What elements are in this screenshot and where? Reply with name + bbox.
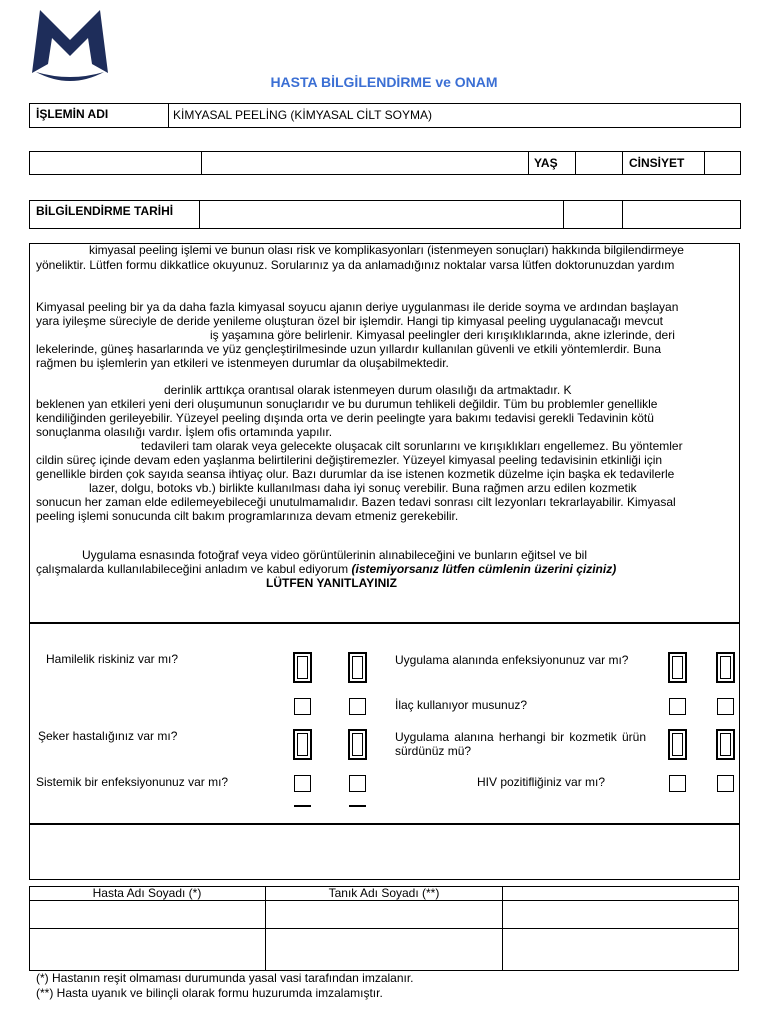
systemic-infection-no-checkbox[interactable] bbox=[349, 775, 366, 792]
patient-name-cell[interactable] bbox=[30, 901, 265, 928]
page-title: HASTA BİLGİLENDİRME ve ONAM bbox=[270, 74, 498, 90]
site-infection-yes-checkbox[interactable] bbox=[668, 652, 687, 683]
pregnancy-no-checkbox[interactable] bbox=[348, 652, 367, 683]
question-cosmetic-product: Uygulama alanına herhangi bir kozmetik ürün sürdünüz mü? bbox=[395, 730, 646, 758]
p2-line-2: beklenen yan etkileri yeni deri oluşumunun sonuçlarıdır ve bu durumun tehlikeli değildir. Tüm bu problemler genellikle bbox=[36, 397, 658, 411]
patient-signature-cell[interactable] bbox=[30, 929, 265, 970]
question-diabetes: Şeker hastalığınız var mı? bbox=[38, 729, 178, 743]
photo-consent-text: çalışmalarda kullanılabileceğini anladım ve kabul ediyorum bbox=[36, 562, 352, 576]
p2-line-3: kendiliğinden gerileyebilir. Yüzeyel peeling dışında orta ve derin peelingte yara bakımı tedavisi gerekli Tedavinin kötü bbox=[36, 411, 654, 425]
site-infection-no-checkbox[interactable] bbox=[716, 652, 735, 683]
p2-line-8: lazer, dolgu, botoks vb.) birlikte kullanılması daha iyi sonuç verebilir. Buna rağmen arzu edilen kozmetik bbox=[89, 481, 637, 495]
p1-line-5: rağmen bu işlemlerin yan etkileri ve istenmeyen durumlar da oluşabilmektedir. bbox=[36, 356, 449, 370]
intro-line-1: kimyasal peeling işlemi ve bunun olası risk ve komplikasyonları (istenmeyen sonuçları) hakkında bilgilendirmeye bbox=[89, 243, 684, 257]
p2-line-5: tedavileri tam olarak veya gelecekte oluşacak cilt sorunlarını ve kırışıklıkları engellemez. Bu yöntemler bbox=[141, 439, 683, 453]
question-medication: İlaç kullanıyor musunuz? bbox=[395, 698, 528, 712]
p2-line-4: sonuçlanma olasılığı vardır. İşlem ofis ortamında yapılır. bbox=[36, 425, 333, 439]
p2-line-9: sonucun her zaman elde edilemeyebileceği unutulmamalıdır. Bazen tedavi sonrası cilt lezyonları tekrarlayabilir. Kimyasal bbox=[36, 495, 676, 509]
p1-line-2: yara iyileşme süreciyle de deride yenileme oluşturan özel bir işlemdir. Hangi tip kimyasal peeling uygulanacağı mevcut bbox=[36, 314, 663, 328]
cosmetic-product-yes-checkbox[interactable] bbox=[668, 729, 687, 760]
medication-yes-checkbox[interactable] bbox=[669, 698, 686, 715]
p1-line-4: lekelerinde, güneş hasarlarında ve yüz gençleştirilmesinde uzun yıllardır kullanılan güvenli ve etkili yöntemlerdir. Buna bbox=[36, 342, 662, 356]
row2-left-yes-checkbox[interactable] bbox=[294, 698, 311, 715]
patient-name-field[interactable] bbox=[202, 152, 528, 174]
cosmetic-product-no-checkbox[interactable] bbox=[716, 729, 735, 760]
p2-line-1: derinlik arttıkça orantısal olarak istenmeyen durum olasılığı da artmaktadır. K bbox=[164, 383, 572, 397]
photo-consent-line-1: Uygulama esnasında fotoğraf veya video görüntülerinin alınabileceğini ve bunların eğitsel ve bil bbox=[82, 548, 587, 562]
p1-line-3: iş yaşamına göre belirlenir. Kimyasal peelingler deri kırışıklıklarında, akne izlerinde, deri bbox=[210, 328, 675, 342]
witness-signature-cell[interactable] bbox=[266, 929, 502, 970]
gender-field[interactable] bbox=[705, 152, 740, 174]
gender-label: CİNSİYET bbox=[629, 156, 685, 170]
medication-no-checkbox[interactable] bbox=[717, 698, 734, 715]
witness-name-header: Tanık Adı Soyadı (**) bbox=[328, 886, 440, 900]
hiv-no-checkbox[interactable] bbox=[717, 775, 734, 792]
p1-line-1: Kimyasal peeling bir ya da daha fazla kimyasal soyucu ajanın deriye uygulanması ile deride soyma ve ardından başlayan bbox=[36, 300, 679, 314]
third-signature-cell[interactable] bbox=[503, 929, 738, 970]
age-label: YAŞ bbox=[534, 156, 558, 170]
intro-line-2: yöneliktir. Lütfen formu dikkatlice okuyunuz. Sorularınız ya da anlamadığınız noktalar varsa lütfen doktorunuzdan yardım bbox=[36, 258, 675, 272]
row2-left-no-checkbox[interactable] bbox=[349, 698, 366, 715]
question-site-infection: Uygulama alanında enfeksiyonunuz var mı? bbox=[395, 653, 629, 667]
diabetes-yes-checkbox[interactable] bbox=[293, 729, 312, 760]
p2-line-7: genellikle birden çok sayıda seansa ihtiyaç olur. Bazı durumlar da ise istenen kozmetik düzelme için başka ek tedavilerle bbox=[36, 467, 675, 481]
photo-consent-line-2 bbox=[36, 563, 616, 577]
question-systemic-infection: Sistemik bir enfeksiyonunuz var mı? bbox=[36, 775, 229, 789]
patient-name-header: Hasta Adı Soyadı (*) bbox=[92, 886, 202, 900]
diabetes-no-checkbox[interactable] bbox=[348, 729, 367, 760]
witness-name-cell[interactable] bbox=[266, 901, 502, 928]
photo-consent-note: (istemiyorsanız lütfen cümlenin üzerini çiziniz) bbox=[351, 562, 617, 576]
hiv-yes-checkbox[interactable] bbox=[669, 775, 686, 792]
p2-line-10: peeling işlemi sonucunda cilt bakım programlarınıza devam etmeniz gerekebilir. bbox=[36, 509, 459, 523]
footnote-2: (**) Hasta uyanık ve bilinçli olarak formu huzurumda imzalamıştır. bbox=[36, 986, 383, 1000]
answer-prompt: LÜTFEN YANITLAYINIZ bbox=[266, 576, 397, 590]
procedure-label: İŞLEMİN ADI bbox=[36, 107, 109, 121]
question-hiv: HIV pozitifliğiniz var mı? bbox=[477, 775, 606, 789]
footnote-1: (*) Hastanın reşit olmaması durumunda yasal vasi tarafından imzalanır. bbox=[36, 971, 414, 985]
systemic-infection-yes-checkbox[interactable] bbox=[294, 775, 311, 792]
info-date-field[interactable] bbox=[200, 201, 563, 228]
question-pregnancy: Hamilelik riskiniz var mı? bbox=[46, 652, 179, 666]
age-field[interactable] bbox=[576, 152, 622, 174]
third-name-cell[interactable] bbox=[503, 901, 738, 928]
notes-box[interactable] bbox=[29, 824, 740, 880]
procedure-value: KİMYASAL PEELİNG (KİMYASAL CİLT SOYMA) bbox=[173, 108, 432, 122]
info-date-label: BİLGİLENDİRME TARİHİ bbox=[36, 204, 174, 218]
pregnancy-yes-checkbox[interactable] bbox=[293, 652, 312, 683]
p2-line-6: cildin süreç içinde devam eden yaşlanma belirtilerini değiştiremezler. Yüzeyel kimyasal peeling tedavisinin etkinliği için bbox=[36, 453, 663, 467]
